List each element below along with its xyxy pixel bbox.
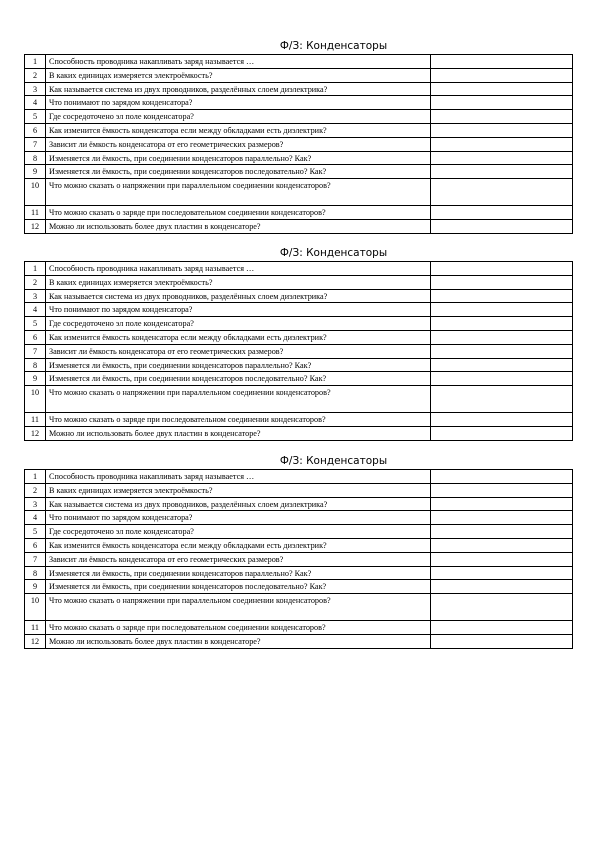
question-text: Что можно сказать о напряжении при параллельном соединении конденсаторов?: [46, 179, 431, 206]
answer-cell[interactable]: [431, 110, 573, 124]
quiz-table: [24, 469, 573, 649]
question-text: Где сосредоточено эл поле конденсатора?: [46, 110, 431, 124]
answer-cell[interactable]: [431, 96, 573, 110]
answer-cell[interactable]: [431, 262, 573, 276]
answer-cell[interactable]: [431, 179, 573, 206]
question-text: Как называется система из двух проводников, разделённых слоем диэлектрика?: [46, 289, 431, 303]
table-row: [25, 621, 573, 635]
table-row: [25, 552, 573, 566]
question-text: Что можно сказать о заряде при последовательном соединении конденсаторов?: [46, 206, 431, 220]
answer-cell[interactable]: [431, 68, 573, 82]
question-number: 3: [25, 497, 46, 511]
table-row: [25, 511, 573, 525]
answer-cell[interactable]: [431, 621, 573, 635]
question-text: Что понимают по зарядом конденсатора?: [46, 96, 431, 110]
question-text: В каких единицах измеряется электроёмкость?: [46, 275, 431, 289]
question-text: Что можно сказать о напряжении при параллельном соединении конденсаторов?: [46, 386, 431, 413]
question-number: 11: [25, 621, 46, 635]
question-number: 6: [25, 123, 46, 137]
question-number: 9: [25, 165, 46, 179]
quiz-block-1: [24, 40, 573, 234]
table-row: [25, 525, 573, 539]
table-row: [25, 289, 573, 303]
question-text: Зависит ли ёмкость конденсатора от его геометрических размеров?: [46, 137, 431, 151]
table-row: [25, 483, 573, 497]
question-number: 6: [25, 538, 46, 552]
table-row: [25, 275, 573, 289]
table-row: [25, 358, 573, 372]
question-number: 9: [25, 372, 46, 386]
table-row: [25, 96, 573, 110]
question-number: 12: [25, 634, 46, 648]
answer-cell[interactable]: [431, 317, 573, 331]
table-row: [25, 303, 573, 317]
question-text: В каких единицах измеряется электроёмкость?: [46, 483, 431, 497]
question-number: 1: [25, 55, 46, 69]
question-number: 10: [25, 179, 46, 206]
question-number: 5: [25, 317, 46, 331]
answer-cell[interactable]: [431, 55, 573, 69]
quiz-table: [24, 261, 573, 441]
question-text: Где сосредоточено эл поле конденсатора?: [46, 317, 431, 331]
answer-cell[interactable]: [431, 344, 573, 358]
answer-cell[interactable]: [431, 594, 573, 621]
answer-cell[interactable]: [431, 123, 573, 137]
table-row: [25, 317, 573, 331]
question-text: Как изменится ёмкость конденсатора если между обкладками есть диэлектрик?: [46, 123, 431, 137]
question-text: Можно ли использовать более двух пластин в конденсаторе?: [46, 219, 431, 233]
table-row: [25, 82, 573, 96]
question-text: Изменяется ли ёмкость, при соединении конденсаторов параллельно? Как?: [46, 151, 431, 165]
table-row: [25, 594, 573, 621]
answer-cell[interactable]: [431, 413, 573, 427]
question-number: 11: [25, 413, 46, 427]
answer-cell[interactable]: [431, 386, 573, 413]
table-row: [25, 68, 573, 82]
table-row: [25, 344, 573, 358]
question-number: 12: [25, 219, 46, 233]
table-row: [25, 165, 573, 179]
table-row: [25, 372, 573, 386]
question-text: Что можно сказать о напряжении при параллельном соединении конденсаторов?: [46, 594, 431, 621]
question-number: 3: [25, 82, 46, 96]
question-number: 8: [25, 151, 46, 165]
table-row: [25, 110, 573, 124]
question-number: 5: [25, 525, 46, 539]
question-text: Способность проводника накапливать заряд называется …: [46, 262, 431, 276]
question-number: 10: [25, 386, 46, 413]
question-number: 1: [25, 262, 46, 276]
answer-cell[interactable]: [431, 275, 573, 289]
answer-cell[interactable]: [431, 634, 573, 648]
table-row: [25, 386, 573, 413]
answer-cell[interactable]: [431, 372, 573, 386]
answer-cell[interactable]: [431, 151, 573, 165]
question-text: Как называется система из двух проводников, разделённых слоем диэлектрика?: [46, 82, 431, 96]
answer-cell[interactable]: [431, 525, 573, 539]
answer-cell[interactable]: [431, 538, 573, 552]
question-number: 2: [25, 275, 46, 289]
question-text: Изменяется ли ёмкость, при соединении конденсаторов параллельно? Как?: [46, 358, 431, 372]
question-number: 2: [25, 483, 46, 497]
question-text: Как изменится ёмкость конденсатора если между обкладками есть диэлектрик?: [46, 330, 431, 344]
question-number: 7: [25, 552, 46, 566]
answer-cell[interactable]: [431, 165, 573, 179]
question-text: В каких единицах измеряется электроёмкость?: [46, 68, 431, 82]
question-number: 7: [25, 344, 46, 358]
question-text: Что можно сказать о заряде при последовательном соединении конденсаторов?: [46, 621, 431, 635]
table-row: [25, 179, 573, 206]
answer-cell[interactable]: [431, 552, 573, 566]
question-text: Зависит ли ёмкость конденсатора от его геометрических размеров?: [46, 344, 431, 358]
quiz-table: [24, 54, 573, 234]
answer-cell[interactable]: [431, 206, 573, 220]
answer-cell[interactable]: [431, 470, 573, 484]
answer-cell[interactable]: [431, 82, 573, 96]
question-text: Изменяется ли ёмкость, при соединении конденсаторов последовательно? Как?: [46, 372, 431, 386]
table-row: [25, 470, 573, 484]
question-text: Изменяется ли ёмкость, при соединении конденсаторов параллельно? Как?: [46, 566, 431, 580]
question-number: 1: [25, 470, 46, 484]
question-number: 8: [25, 358, 46, 372]
question-number: 3: [25, 289, 46, 303]
question-text: Что понимают по зарядом конденсатора?: [46, 303, 431, 317]
table-row: [25, 566, 573, 580]
question-text: Изменяется ли ёмкость, при соединении конденсаторов последовательно? Как?: [46, 580, 431, 594]
question-number: 11: [25, 206, 46, 220]
question-text: Что можно сказать о заряде при последовательном соединении конденсаторов?: [46, 413, 431, 427]
table-row: [25, 151, 573, 165]
table-row: [25, 137, 573, 151]
table-row: [25, 330, 573, 344]
question-number: 8: [25, 566, 46, 580]
question-text: Изменяется ли ёмкость, при соединении конденсаторов последовательно? Как?: [46, 165, 431, 179]
answer-cell[interactable]: [431, 483, 573, 497]
answer-cell[interactable]: [431, 289, 573, 303]
table-row: [25, 580, 573, 594]
question-text: Способность проводника накапливать заряд называется …: [46, 470, 431, 484]
question-text: Можно ли использовать более двух пластин в конденсаторе?: [46, 426, 431, 440]
question-number: 4: [25, 303, 46, 317]
table-row: [25, 206, 573, 220]
quiz-title: Ф/З: Конденсаторы: [279, 455, 388, 467]
answer-cell[interactable]: [431, 303, 573, 317]
table-row: [25, 634, 573, 648]
question-number: 4: [25, 96, 46, 110]
answer-cell[interactable]: [431, 219, 573, 233]
quiz-title: Ф/З: Конденсаторы: [279, 40, 388, 52]
table-row: [25, 413, 573, 427]
table-row: [25, 55, 573, 69]
answer-cell[interactable]: [431, 330, 573, 344]
question-text: Что понимают по зарядом конденсатора?: [46, 511, 431, 525]
table-row: [25, 497, 573, 511]
table-row: [25, 262, 573, 276]
table-row: [25, 426, 573, 440]
question-number: 5: [25, 110, 46, 124]
answer-cell[interactable]: [431, 358, 573, 372]
quiz-block-2: [24, 247, 573, 441]
quiz-title: Ф/З: Конденсаторы: [279, 247, 388, 259]
answer-cell[interactable]: [431, 497, 573, 511]
question-text: Где сосредоточено эл поле конденсатора?: [46, 525, 431, 539]
table-row: [25, 219, 573, 233]
quiz-block-3: [24, 455, 573, 649]
question-number: 4: [25, 511, 46, 525]
question-number: 9: [25, 580, 46, 594]
answer-cell[interactable]: [431, 511, 573, 525]
question-number: 12: [25, 426, 46, 440]
question-number: 10: [25, 594, 46, 621]
answer-cell[interactable]: [431, 426, 573, 440]
question-text: Можно ли использовать более двух пластин в конденсаторе?: [46, 634, 431, 648]
answer-cell[interactable]: [431, 137, 573, 151]
table-row: [25, 123, 573, 137]
table-row: [25, 538, 573, 552]
question-text: Зависит ли ёмкость конденсатора от его геометрических размеров?: [46, 552, 431, 566]
question-text: Как изменится ёмкость конденсатора если между обкладками есть диэлектрик?: [46, 538, 431, 552]
question-number: 7: [25, 137, 46, 151]
answer-cell[interactable]: [431, 566, 573, 580]
question-number: 2: [25, 68, 46, 82]
answer-cell[interactable]: [431, 580, 573, 594]
question-number: 6: [25, 330, 46, 344]
question-text: Способность проводника накапливать заряд называется …: [46, 55, 431, 69]
question-text: Как называется система из двух проводников, разделённых слоем диэлектрика?: [46, 497, 431, 511]
